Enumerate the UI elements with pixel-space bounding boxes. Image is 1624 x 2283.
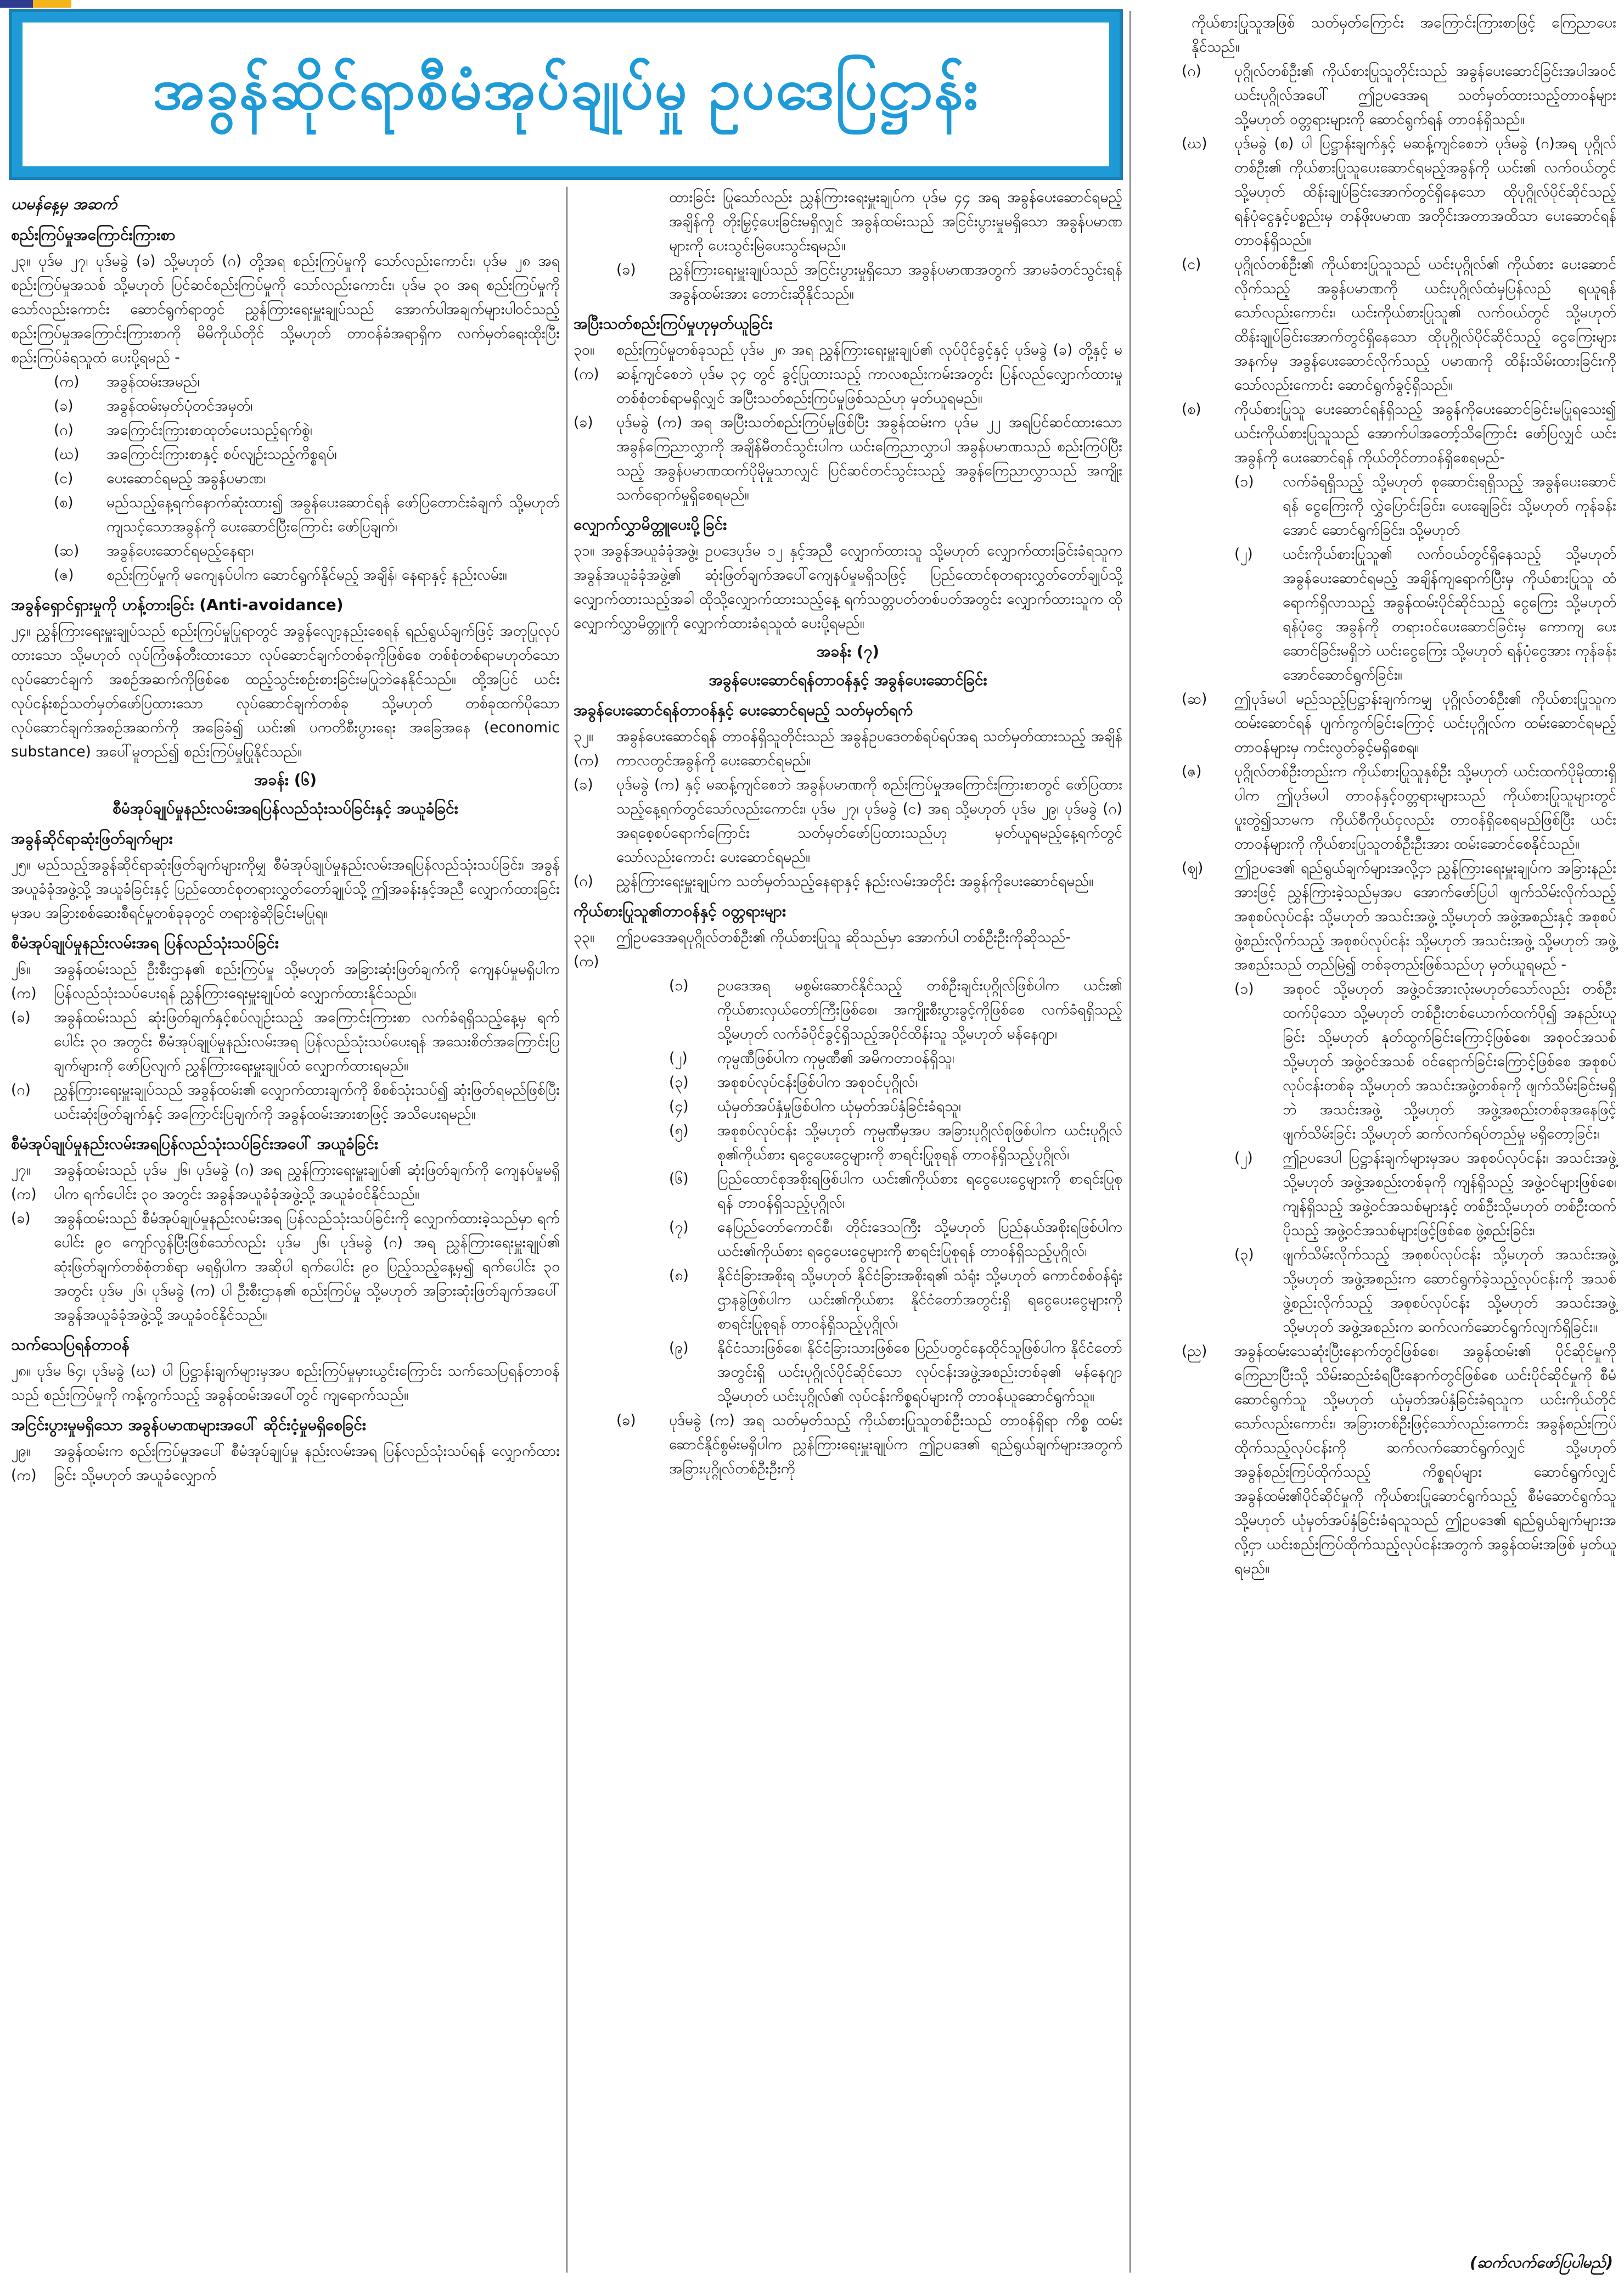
list-item	[574, 773, 1122, 870]
list-item	[574, 1095, 1122, 1119]
list-29b	[574, 258, 1122, 306]
item-number: ၃၂။ (က)	[574, 728, 599, 769]
chapter-title: အခွန်ပေးဆောင်ရန်တာဝန်နှင့် အခွန်ပေးဆောင်ခြင်း	[709, 671, 987, 689]
list-item	[1139, 59, 1616, 132]
item-number: (ခ)	[11, 1009, 31, 1026]
title-banner	[9, 9, 1123, 180]
list-item	[574, 725, 1122, 773]
item-text: အကြောင်းကြားစာနှင့် စပ်လျဉ်းသည့်ကိစ္စရပ်၊	[106, 446, 337, 463]
list-item	[11, 1158, 560, 1207]
list-item	[1139, 687, 1616, 760]
item-text: ညွှန်ကြားရေးမှူးချုပ်က သတ်မှတ်သည့်နေရာနှင့် နည်းလမ်းအတိုင်း အခွန်ကိုပေးဆောင်ရမည်။	[616, 873, 1093, 890]
item-number: (င)	[54, 470, 74, 487]
list-item	[574, 411, 1122, 507]
page-title: အခွန်ဆိုင်ရာစီမံအုပ်ချုပ်မှု ဥပဒေပြဋ္ဌာန်း	[153, 55, 979, 122]
list-item	[574, 258, 1122, 306]
list-item	[11, 1078, 560, 1126]
item-text: ပုဒ်မခွဲ (စ) ပါ ပြဋ္ဌာန်းချက်နှင့် မဆန့်ကျင်စေဘဲ ပုဒ်မခွဲ (ဂ)အရ ပုဂ္ဂိုလ်တစ်ဦး၏ ကိုယ်စားပြုသူပေးဆောင်ရမည့်အခွန်ကို ယင်း၏ လက်ဝယ်တွင် သို့မဟုတ် ထိန်းချုပ်ခြင်းအောက်တွင်ရှိနေသော ထိုပုဂ္ဂိုလ်ပိုင်ဆိုင်သည့် ရန်ပုံငွေနှင့်ပစ္စည်းမှ တန်ဖိုးပမာဏ အတိုင်းအတာအထိသာ ပေးဆောင်ရန်တာဝန်ရှိသည်။	[1234, 135, 1616, 249]
item-number: (၁)	[1234, 473, 1254, 490]
list-item	[11, 394, 560, 418]
item-text: အခွန်ထမ်းမှတ်ပုံတင်အမှတ်၊	[106, 397, 253, 414]
paragraph-31: ၃၁။ အခွန်အယူခံခုံအဖွဲ့၊ ဥပဒေပုဒ်မ ၁၂ နှင့်အညီ လျှောက်ထားသူ သို့မဟုတ် လျှောက်ထားခြင်းခံရသူက အခွန်အယူခံခုံအဖွဲ့၏ ဆုံးဖြတ်ချက်အပေါ်ကျေနပ်မှုမရှိသဖြင့် ပြည်ထောင်စုတရားလွှတ်တော်ချုပ်သို့ လျှောက်ထားသည့်အခါ ထိုသို့လျှောက်ထားသည့်နေ့ ရက်သတ္တပတ်တစ်ပတ်အတွင်း လျှောက်ထားသူက ထိုလျှောက်လွှာမိတ္တူကို လျှောက်ထားခံရသူထံ ပေးပို့ရမည်။	[574, 542, 1122, 632]
section-heading: စီမံအုပ်ချုပ်မှုနည်းလမ်းအရပြန်လည်သုံးသပ်ခြင်းအပေါ် အယူခံခြင်း	[11, 1135, 379, 1153]
list-item	[11, 1006, 560, 1078]
section-heading: စီမံအုပ်ချုပ်မှုနည်းလမ်းအရ ပြန်လည်သုံးသပ်ခြင်း	[11, 934, 279, 952]
section-heading: လျှောက်လွှာမိတ္တူပေးပို့ခြင်း	[574, 515, 727, 534]
item-text: နေပြည်တော်ကောင်စီ၊ တိုင်းဒေသကြီး သို့မဟုတ် ပြည်နယ်အစိုးရဖြစ်ပါက ယင်း၏ကိုယ်စား ရငွေပေးငွေများကို စာရင်းပြုစုရန် တာဝန်ရှိသည့်ပုဂ္ဂိုလ်၊	[717, 1219, 1122, 1260]
item-text: ဖျက်သိမ်းလိုက်သည့် အစုစပ်လုပ်ငန်း သို့မဟုတ် အသင်းအဖွဲ့ သို့မဟုတ် အဖွဲ့အစည်းက ဆောင်ရွက်ခဲ့သည့်လုပ်ငန်းကို အသစ်ဖွဲ့စည်းလိုက်သည့် အစုစပ်လုပ်ငန်း သို့မဟုတ် အသင်းအဖွဲ့ သို့မဟုတ် အဖွဲ့အစည်းက ဆက်လက်ဆောင်ရွက်လျက်ရှိခြင်း။	[1283, 1246, 1616, 1336]
list-item	[574, 1264, 1122, 1336]
item-text: ပုဂ္ဂိုလ်တစ်ဦး၏ ကိုယ်စားပြုသူတိုင်းသည် အခွန်ပေးဆောင်ခြင်းအပါအဝင် ယင်းပုဂ္ဂိုလ်အပေါ် ဤဥပဒေအရ သတ်မှတ်ထားသည့်တာဝန်များ သို့မဟုတ် ဝတ္တရားများကို ဆောင်ရွက်ရန် တာဝန်ရှိသည်။	[1234, 63, 1616, 128]
item-number: (၉)	[669, 1339, 689, 1356]
paragraph-23: ၂၃။ ပုဒ်မ ၂၇၊ ပုဒ်မခွဲ (ခ) သို့မဟုတ် (ဂ) တို့အရ စည်းကြပ်မှုကို သော်လည်းကောင်း၊ ပုဒ်မ ၂၈ အရ စည်းကြပ်မှုအသစ် သို့မဟုတ် ပြင်ဆင်စည်းကြပ်မှုကို သော်လည်းကောင်း၊ ပုဒ်မ ၃၀ အရ စည်းကြပ်မှုကိုသော်လည်းကောင်း ဆောင်ရွက်ရာတွင် ညွှန်ကြားရေးမှူးချုပ်သည် အောက်ပါအချက်များပါဝင်သည့် စည်းကြပ်မှုအကြောင်းကြားစာကို မိမိကိုယ်တိုင် သို့မဟုတ် တာဝန်ခံအရာရှိက လက်မှတ်ရေးထိုးပြီး စည်းကြပ်ခံရသူထံ ပေးပို့ရမည် -	[11, 253, 560, 366]
list-item	[11, 467, 560, 491]
section-heading: အပြီးသတ်စည်းကြပ်မှုဟုမှတ်ယူခြင်း	[574, 315, 773, 333]
section-heading: အခွန်ပေးဆောင်ရန်တာဝန်နှင့် ပေးဆောင်ရမည့် သတ်မှတ်ရက်	[574, 701, 913, 719]
list-32	[574, 725, 1122, 894]
list-item	[1139, 856, 1616, 977]
item-text: ယင်းကိုယ်စားပြုသူ၏ လက်ဝယ်တွင်ရှိနေသည့် သို့မဟုတ် အခွန်ပေးဆောင်ရမည့် အချိန်ကျရောက်ပြီးမှ ကိုယ်စားပြုသူ ထံရောက်ရှိလာသည့် အခွန်ထမ်းပိုင်ဆိုင်သည့် ငွေကြေး သို့မဟုတ် ရန်ပုံငွေ အခွန်ကို တရားဝင်ပေးဆောင်ခြင်းမှ ကောကျ ပေးဆောင်ခြင်းမရှိဘဲ ယင်းငွေကြေး သို့မဟုတ် ရန်ပုံငွေအား ကုန်ခန်းအောင်ဆောင်ရွက်ခြင်း။	[1283, 546, 1616, 683]
column-divider	[1130, 11, 1131, 2273]
item-text: ဤပုဒ်မပါ မည်သည့်ပြဋ္ဌာန်းချက်ကမျှ ပုဂ္ဂိုလ်တစ်ဦး၏ ကိုယ်စားပြုသူက ထမ်းဆောင်ရန် ပျက်ကွက်ခြင်းကြောင့် ယင်းပုဂ္ဂိုလ်က ထမ်းဆောင်ရမည့် တာဝန်များမှ ကင်းလွတ်ခွင့်မရှိစေရ။	[1234, 691, 1616, 756]
item-number: ၂၇။ (က)	[11, 1162, 37, 1203]
item-text: ညွှန်ကြားရေးမှူးချုပ်သည် အခွန်ထမ်း၏ လျှောက်ထားချက်ကို စိစစ်သုံးသပ်၍ ဆုံးဖြတ်ရမည်ဖြစ်ပြီး ယင်းဆုံးဖြတ်ချက်နှင့် အကြောင်းပြချက်ကို အခွန်ထမ်းအားစာဖြင့် အသိပေးရမည်။	[54, 1081, 560, 1123]
list-item	[1139, 132, 1616, 253]
list-item	[11, 957, 560, 1006]
sublist-33	[574, 974, 1122, 1409]
item-text: ပုဒ်မခွဲ (က) အရ သတ်မှတ်သည့် ကိုယ်စားပြုသူတစ်ဦးသည် တာဝန်ရှိရာ ကိစ္စ ထမ်းဆောင်နိုင်စွမ်းမရှိပါက ညွှန်ကြားရေးမှူးချုပ်က ဤဥပဒေ၏ ရည်ရွယ်ချက်များအတွက် အခြားပုဂ္ဂိုလ်တစ်ဦးဦးကို	[669, 1412, 1122, 1477]
list-item	[574, 1070, 1122, 1095]
item-text: ပေးဆောင်ရမည့် အခွန်ပမာဏ၊	[106, 470, 266, 487]
list-item	[1139, 1243, 1616, 1339]
item-text: လက်ခံရရှိသည့် သို့မဟုတ် စုဆောင်းရရှိသည့် အခွန်ပေးဆောင်ရန် ငွေကြေးကို လွှဲပြောင်းခြင်း၊ ပေးချေခြင်း သို့မဟုတ် ကုန်ခန်းအောင် ဆောင်ရွက်ခြင်း၊ သို့မဟုတ်	[1283, 473, 1616, 539]
item-number: ၂၉။ (က)	[11, 1443, 37, 1484]
list-23	[11, 370, 560, 587]
list-item	[1139, 760, 1616, 856]
item-number: (၆)	[669, 1170, 689, 1187]
item-number: ၃၃။ (က)	[574, 929, 599, 970]
item-number: (၁)	[1234, 980, 1254, 997]
item-number: (ဂ)	[54, 422, 74, 439]
list-item	[11, 1439, 560, 1488]
item-text: ကုမ္ပဏီဖြစ်ပါက ကုမ္ပဏီ၏ အမိကတာဝန်ရှိသူ၊	[717, 1050, 954, 1067]
item-number: ၂၆။ (က)	[11, 961, 37, 1002]
list-item	[1139, 1339, 1616, 1581]
item-number: (၃)	[669, 1074, 689, 1091]
item-number: (၂)	[1234, 546, 1253, 563]
item-text: ဥပဒေအရ မစွမ်းဆောင်နိုင်သည့် တစ်ဦးချင်းပုဂ္ဂိုလ်ဖြစ်ပါက ယင်း၏ ကိုယ်စားလှယ်တော်ကြီးဖြစ်စေ၊ အကျိုးစီးပွားခွင့်ကိုဖြစ်စေ လက်ခံရရှိသည့် သို့မဟုတ် လက်ခံပိုင်ခွင့်ရှိသည့်အပိုင်ထိန်းသူ သို့မဟုတ် မန်နေဂျာ၊	[717, 977, 1122, 1042]
list-item	[1139, 1146, 1616, 1243]
item-text: ပုဒ်မခွဲ (က) နှင့် မဆန့်ကျင်စေဘဲ အခွန်ပမာဏကို စည်းကြပ်မှုအကြောင်းကြားစာတွင် ဖော်ပြထားသည့်နေ့ရက်တွင်သော်လည်းကောင်း၊ ပုဒ်မ ၂၇၊ ပုဒ်မခွဲ (င) အရ သို့မဟုတ် ပုဒ်မ ၂၉၊ ပုဒ်မခွဲ (ဂ) အရစေ့စပ်ရောက်ကြောင်း သတ်မှတ်ဖော်ပြထားသည်ဟု မှတ်ယူရမည့်နေ့ရက်တွင်သော်လည်းကောင်း ပေးဆောင်ရမည်။	[616, 776, 1122, 866]
paragraph-28: ၂၈။ ပုဒ်မ ၆၄၊ ပုဒ်မခွဲ (ဃ) ပါ ပြဋ္ဌာန်းချက်များမှအပ စည်းကြပ်မှုမှားယွင်းကြောင်း သက်သေပြရန်တာဝန်သည် စည်းကြပ်မှုကို ကန့်ကွက်သည့် အခွန်ထမ်းအပေါ်တွင် ကျရောက်သည်။	[11, 1362, 560, 1404]
chapter-number: အခန်း (၆)	[254, 771, 317, 789]
list-item	[1139, 977, 1616, 1146]
item-number: (ခ)	[574, 776, 593, 793]
item-number: (ဈ)	[1182, 860, 1204, 877]
item-text: စည်းကြပ်မှုတစ်ခုသည် ပုဒ်မ ၂၈ အရ ညွှန်ကြားရေးမှူးချုပ်၏ လုပ်ပိုင်ခွင့်နှင့် ပုဒ်မခွဲ (ခ) တို့နှင့် မဆန့်ကျင်စေဘဲ ပုဒ်မ ၃၄ တွင် ခွင့်ပြုထားသည့် ကာလစည်းကမ်းအတွင်း ပြန်လည်လျှောက်ထားမှုတစ်စုံတစ်ရာမရှိလျှင် အပြီးသတ်စည်းကြပ်မှုဖြစ်သည်ဟု မှတ်ယူရမည်။	[616, 341, 1122, 407]
item-number: (ဃ)	[54, 446, 80, 463]
item-text: အစုစပ်လုပ်ငန်းဖြစ်ပါက အစုဝင်ပုဂ္ဂိုလ်၊	[717, 1074, 918, 1091]
item-text: ပုဂ္ဂိုလ်တစ်ဦးတည်းက ကိုယ်စားပြုသူနှစ်ဦး သို့မဟုတ် ယင်းထက်ပိုမိုထားရှိပါက ဤပုဒ်မပါ တာဝန်နှင့်ဝတ္တရားများသည် ကိုယ်စားပြုသူများတွင် ပူးတွဲ၍သာမက ကိုယ်စီကိုယ်ငှလည်း တာဝန်ရှိစေရမည်ဖြစ်ပြီး ယင်းတာဝန်များကို ကိုယ်စားပြုသူတစ်ဦးဦးအား ထမ်းဆောင်စေနိုင်သည်။	[1234, 763, 1616, 852]
list-item	[1139, 397, 1616, 470]
item-number: (၁)	[669, 977, 689, 994]
item-number: (ဆ)	[54, 542, 80, 559]
item-number: (၂)	[669, 1050, 688, 1067]
item-text: အစုဝင် သို့မဟုတ် အဖွဲ့ဝင်အားလုံးမဟုတ်သော်လည်း တစ်ဦးထက်ပိုသော သို့မဟုတ် တစ်ဦးတစ်ယောက်ထက်ပို၍ အနည်းယူခြင်း သို့မဟုတ် နုတ်ထွက်ခြင်းကြောင့်ဖြစ်စေ၊ အစုဝင်အသစ် သို့မဟုတ် အဖွဲ့ဝင်အသစ် ဝင်ရောက်ခြင်းကြောင့်ဖြစ်စေ အစုစပ်လုပ်ငန်းတစ်ခု သို့မဟုတ် အသင်းအဖွဲ့တစ်ခုကို ဖျက်သိမ်းခြင်းမရှိဘဲ အသင်းအဖွဲ့ သို့မဟုတ် အဖွဲ့အစည်းတစ်ခုအနေဖြင့် ဖျက်သိမ်းခြင်း သို့မဟုတ် ဆက်လက်ရပ်တည်မှု မရှိတော့ခြင်း၊	[1283, 980, 1616, 1142]
list-26	[11, 957, 560, 1126]
item-number: (ခ)	[54, 397, 74, 414]
item-text: အခွန်ပေးဆောင်ရမည့်နေရာ၊	[106, 542, 254, 559]
item-text: ကိုယ်စားပြုသူ ပေးဆောင်ရန်ရှိသည့် အခွန်ကိုပေးဆောင်ခြင်းမပြုရသေး၍ ယင်းကိုယ်စားပြုသူသည် အောက်ပါအတော့်သိကြောင်း ဖော်ပြလျှင် ယင်းအခွန်ကို ပေးဆောင်ရန် ကိုယ်တိုင်တာဝန်ရှိစေရမည်-	[1234, 401, 1616, 466]
list-item	[574, 925, 1122, 974]
list-item	[11, 539, 560, 563]
list-33c	[1139, 59, 1616, 470]
list-item	[11, 491, 560, 539]
list-30	[574, 338, 1122, 507]
list-27	[11, 1158, 560, 1327]
item-number: (၃)	[1234, 1246, 1254, 1263]
item-number: (၄)	[669, 1098, 689, 1115]
column-3	[1139, 11, 1616, 1581]
item-text: အခွန်ထမ်းက စည်းကြပ်မှုအပေါ် စီမံအုပ်ချုပ်မှု နည်းလမ်းအရ ပြန်လည်သုံးသပ်ရန် လျှောက်ထားခြင်း သို့မဟုတ် အယူခံလျှောက်	[54, 1443, 560, 1484]
byline: ယမန်နေ့မှ အဆက်	[11, 195, 117, 213]
item-number: (ဂ)	[1182, 63, 1201, 80]
item-text: အစုစပ်လုပ်ငန်း သို့မဟုတ် ကုမ္ပဏီမှအပ အခြားပုဂ္ဂိုလ်စုဖြစ်ပါက ယင်းပုဂ္ဂိုလ်စု၏ကိုယ်စား ရငွေပေးငွေများကို စာရင်းပြုစုရန် တာဝန်ရှိသည့်ပုဂ္ဂိုလ်၊	[717, 1122, 1122, 1163]
chapter-number: အခန်း (၇)	[816, 642, 880, 660]
item-number: (ခ)	[11, 1210, 31, 1227]
item-number: (ဂ)	[11, 1081, 31, 1098]
strip-yellow	[33, 0, 71, 8]
section-heading: အခွန်ဆိုင်ရာဆုံးဖြတ်ချက်များ	[11, 829, 173, 848]
list-item	[574, 1215, 1122, 1264]
list-item	[11, 1207, 560, 1327]
list-item	[574, 1167, 1122, 1215]
item-text: ဤဥပဒေ၏ ရည်ရွယ်ချက်များအလို့ငှာ ညွှန်ကြားရေးမှူးချုပ်က အခြားနည်းအားဖြင့် ညွှန်ကြားခဲ့သည်မှအပ အောက်ဖော်ပြပါ ဖျက်သိမ်းလိုက်သည့် အစုစပ်လုပ်ငန်း သို့မဟုတ် အသင်းအဖွဲ့ သို့မဟုတ် အဖွဲ့အစည်းနှင့် အစုစပ်ဖွဲ့စည်းလိုက်သည့် အစုစပ်လုပ်ငန်း သို့မဟုတ် အသင်းအဖွဲ့ သို့မဟုတ် အဖွဲ့အစည်းသည် တည်မြဲ၍ တစ်ခုတည်းဖြစ်သည်ဟု မှတ်ယူရမည် -	[1234, 860, 1616, 973]
item-text: အခွန်ထမ်းသည် ဆုံးဖြတ်ချက်နှင့်စပ်လျဉ်းသည့် အကြောင်းကြားစာ လက်ခံရရှိသည့်နေ့မှ ရက်ပေါင်း ၃၀ အတွင်း စီမံအုပ်ချုပ်မှုနည်းလမ်းအရ ပြန်လည်သုံးသပ်ပေးရန် အသေးစိတ်အကြောင်းပြချက်များကို ဖော်ပြလျက် ညွှန်ကြားရေးမှူးချုပ်ထံ လျှောက်ထားရမည်။	[54, 1009, 560, 1074]
item-text: ပုဂ္ဂိုလ်တစ်ဦး၏ ကိုယ်စားပြုသူသည် ယင်းပုဂ္ဂိုလ်၏ ကိုယ်စား ပေးဆောင်လိုက်သည့် အခွန်ပမာဏကို ယင်းပုဂ္ဂိုလ်ထံမှပြန်လည် ရယူရန်သော်လည်းကောင်း၊ ယင်းကိုယ်စားပြုသူ၏ လက်ဝယ်တွင် သို့မဟုတ် ထိန်းချုပ်ခြင်းအောက်တွင်ရှိနေသော ထိုပုဂ္ဂိုလ်ပိုင်ဆိုင်သည့် ငွေကြေးများအနက်မှ အခွန်ပေးဆောင်လိုက်သည့် ပမာဏကို ထိန်းသိမ်းထားခြင်းကိုသော်လည်းကောင်း ဆောင်ရွက်ခွင့်ရှိသည်။	[1234, 256, 1616, 394]
continued-note: (ဆက်လက်ဖော်ပြပါမည်)	[1470, 2253, 1613, 2271]
list-item	[574, 1046, 1122, 1070]
column-divider	[566, 187, 567, 2273]
list-item	[574, 870, 1122, 894]
item-number: (၈)	[669, 1267, 689, 1284]
item-text: အခွန်ထမ်းအမည်၊	[106, 373, 200, 390]
item-number: (ဃ)	[1182, 135, 1207, 152]
item-number: (ခ)	[574, 414, 593, 431]
strip-blue	[0, 0, 33, 8]
item-number: (ဆ)	[1182, 691, 1207, 708]
list-item	[574, 338, 1122, 411]
item-number: (ဇ)	[1182, 763, 1202, 780]
item-number: (ဇ)	[54, 566, 74, 584]
item-text: နိုင်ငံခြားအစိုးရ သို့မဟုတ် နိုင်ငံခြားအစိုးရ၏ သံရုံး သို့မဟုတ် ကောင်စစ်ဝန်ရုံးဌာနခွဲဖြစ်ပါက ယင်း၏ကိုယ်စား နိုင်ငံတော်အတွင်းရှိ ရငွေပေးငွေများကို စာရင်းပြုစုရန် တာဝန်ရှိသည့်ပုဂ္ဂိုလ်၊	[717, 1267, 1122, 1332]
chapter-title: စီမံအုပ်ချုပ်မှုနည်းလမ်းအရပြန်လည်သုံးသပ်ခြင်းနှင့် အယူခံခြင်း	[113, 799, 458, 817]
paragraph-24: ၂၄။ ညွှန်ကြားရေးမှူးချုပ်သည် စည်းကြပ်မှုပြုရာတွင် အခွန်လျော့နည်းစေရန် ရည်ရွယ်ချက်ဖြင့် အတုပြုလုပ်ထားသော သို့မဟုတ် လုပ်ကြံဖန်တီးထားသော လုပ်ဆောင်ချက်တစ်ခုကိုဖြစ်စေ တစ်စုံတစ်ရာမဟုတ်သော လုပ်ဆောင်ချက် အစဉ်အဆက်ကိုဖြစ်စေ ထည့်သွင်းစဉ်းစားခြင်းမပြုဘဲနေနိုင်သည်။ ထို့အပြင် ယင်းလုပ်ငန်းစဉ်သတ်မှတ်ဖော်ပြထားသော လုပ်ဆောင်ချက်တစ်ခု သို့မဟုတ် တစ်ခုထက်ပိုသော လုပ်ဆောင်ချက်အစဉ်အဆက်ကို အခြေခံ၍ ယင်း၏ ပကတိစီးပွားရေး အခြေအနေ (economic substance) အပေါ်မူတည်၍ စည်းကြပ်မှုပြုနိုင်သည်။	[11, 622, 560, 760]
paragraph-29-continued: ထားခြင်း ပြုသော်လည်း ညွှန်ကြားရေးမှူးချုပ်က ပုဒ်မ ၄၄ အရ အခွန်ပေးဆောင်ရမည့်အချိန်ကို တိုးမြှင့်ပေးခြင်းမရှိလျှင် အခွန်ထမ်းသည် အငြင်းပွားမှုမရှိသော အခွန်ပမာဏများကို ပေးသွင်းမြဲပေးသွင်းရမည်။	[669, 189, 1122, 254]
item-text: မည်သည့်နေ့ရက်နောက်ဆုံးထား၍ အခွန်ပေးဆောင်ရန် ဖော်ပြတောင်းခံချက် သို့မဟုတ် ကျသင့်သောအခွန်ကို ပေးဆောင်ပြီးကြောင်း ဖော်ပြချက်၊	[106, 494, 560, 535]
item-text: အခွန်ထမ်းသည် ဦးစီးဌာန၏ စည်းကြပ်မှု သို့မဟုတ် အခြားဆုံးဖြတ်ချက်ကို ကျေနပ်မှုမရှိပါက ပြန်လည်သုံးသပ်ပေးရန် ညွှန်ကြားရေးမှူးချုပ်ထံ လျှောက်ထားနိုင်သည်။	[54, 961, 560, 1002]
top-color-strip	[0, 0, 1624, 8]
sublist-33d	[1139, 977, 1616, 1339]
section-heading: သက်သေပြရန်တာဝန်	[11, 1336, 130, 1354]
list-33d	[1139, 687, 1616, 977]
item-number: (စ)	[54, 494, 74, 511]
list-33b	[574, 1409, 1122, 1481]
item-text: အကြောင်းကြားစာထုတ်ပေးသည့်ရက်စွဲ၊	[106, 422, 312, 439]
list-item	[1139, 542, 1616, 687]
item-text: အခွန်ထမ်းသည် ပုဒ်မ ၂၆၊ ပုဒ်မခွဲ (ဂ) အရ ညွှန်ကြားရေးမှူးချုပ်၏ ဆုံးဖြတ်ချက်ကို ကျေနပ်မှုမရှိပါက ရက်ပေါင်း ၃၀ အတွင်း အခွန်အယူခံခုံအဖွဲ့သို့ အယူခံဝင်နိုင်သည်။	[54, 1162, 560, 1203]
item-number: (င)	[1182, 256, 1201, 273]
paragraph-33-continued: ကိုယ်စားပြုသူအဖြစ် သတ်မှတ်ကြောင်း အကြောင်းကြားစာဖြင့် ကြေညာပေးနိုင်သည်။	[1192, 14, 1616, 55]
list-item	[11, 442, 560, 467]
item-number: (ခ)	[616, 261, 636, 278]
item-number: ၃၀။ (က)	[574, 341, 599, 383]
title-banner-inner	[23, 23, 1109, 166]
list-item	[1139, 470, 1616, 542]
item-number: (ခ)	[616, 1412, 636, 1429]
list-item	[574, 1336, 1122, 1409]
item-number: (၂)	[1234, 1149, 1253, 1166]
paragraph-25: ၂၅။ မည်သည့်အခွန်ဆိုင်ရာဆုံးဖြတ်ချက်များကိုမျှ စီမံအုပ်ချုပ်မှုနည်းလမ်းအရပြန်လည်သုံးသပ်ခြင်း၊ အခွန်အယူခံခုံအဖွဲ့သို့ အယူခံခြင်းနှင့် ပြည်ထောင်စုတရားလွှတ်တော်ချုပ်သို့ ဤအခန်းနှင့်အညီ လျှောက်ထားခြင်းမှအပ အခြားစစ်ဆေးစီရင်မှုတစ်ခုခုတွင် တရားစွဲဆိုခြင်းမပြုရ။	[11, 856, 560, 922]
section-heading: စည်းကြပ်မှုအကြောင်းကြားစာ	[11, 226, 176, 244]
list-33e	[1139, 1339, 1616, 1581]
list-item	[574, 974, 1122, 1046]
sublist-33c	[1139, 470, 1616, 687]
list-33	[574, 925, 1122, 974]
item-text: ပုဒ်မခွဲ (က) အရ အပြီးသတ်စည်းကြပ်မှုဖြစ်ပြီး အခွန်ထမ်းက ပုဒ်မ ၂၂ အရပြင်ဆင်ထားသော အခွန်ကြေညာလွှာကို အချိန်မီတင်သွင်းပါက ယင်းကြေညာလွှာပါ အခွန်ပမာဏသည် စည်းကြပ်ပြီးသည့် အခွန်ပမာဏထက်ပိုမိုမှုသာလျှင် ပြင်ဆင်တင်သွင်းသည့် အခွန်ကြေညာလွှာသည် အကျိုးသက်ရောက်မှုရှိစေရမည်။	[616, 414, 1122, 503]
item-text: ပြည်ထောင်စုအစိုးရဖြစ်ပါက ယင်း၏ကိုယ်စား ရငွေပေးငွေများကို စာရင်းပြုစုရန် တာဝန်ရှိသည့်ပုဂ္ဂိုလ်၊	[717, 1170, 1122, 1211]
item-number: (က)	[54, 373, 80, 390]
column-2	[574, 186, 1122, 1481]
section-heading: အငြင်းပွားမှုမရှိသော အခွန်ပမာဏများအပေါ် ဆိုင်းငံ့မှုမရှိစေခြင်း	[11, 1416, 366, 1434]
section-heading: အခွန်ရှောင်ရှားမှုကို ဟန့်တားခြင်း (Anti-avoidance)	[11, 596, 344, 614]
item-text: ဤဥပဒေအရပုဂ္ဂိုလ်တစ်ဦး၏ ကိုယ်စားပြုသူ ဆိုသည်မှာ အောက်ပါ တစ်ဦးဦးကိုဆိုသည်-	[616, 929, 1071, 946]
column-1	[11, 187, 560, 1488]
item-number: (၇)	[669, 1219, 689, 1236]
list-item	[11, 370, 560, 394]
list-item	[574, 1119, 1122, 1167]
list-item	[11, 418, 560, 442]
item-number: (၅)	[669, 1122, 689, 1139]
item-text: အခွန်ထမ်းသေဆုံးပြီးနောက်တွင်ဖြစ်စေ၊ အခွန်ထမ်း၏ ပိုင်ဆိုင်မှုကို ကြေညာပြီးသို့ သိမ်းဆည်းခံရပြီးနောက်တွင်ဖြစ်စေ ယင်းပိုင်ဆိုင်မှုကို စီမံဆောင်ရွက်သူ သို့မဟုတ် ယုံမှတ်အပ်နှံခြင်းခံရသူက ယင်းကိုယ်တိုင်သော်လည်းကောင်း၊ အခြားတစ်ဦးဖြင့်သော်လည်းကောင်း အခွန်စည်းကြပ်ထိုက်သည့်လုပ်ငန်းကို ဆက်လက်ဆောင်ရွက်လျှင် သို့မဟုတ် အခွန်စည်းကြပ်ထိုက်သည့် ကိစ္စရပ်များ ဆောင်ရွက်လျှင် အခွန်ထမ်း၏ပိုင်ဆိုင်မှုကို ကိုယ်စားပြုဆောင်ရွက်သည့် စီမံဆောင်ရွက်သူ သို့မဟုတ် ယုံမှတ်အပ်နှံခြင်းခံရသူသည် ဤဥပဒေ၏ ရည်ရွယ်ချက်များအလို့ငှာ ယင်းစည်းကြပ်ထိုက်သည့်လုပ်ငန်းအတွက် အခွန်ထမ်းအဖြစ် မှတ်ယူရမည်။	[1234, 1343, 1616, 1577]
item-text: ဤဥပဒေပါ ပြဋ္ဌာန်းချက်များမှအပ အစုစပ်လုပ်ငန်း၊ အသင်းအဖွဲ့ သို့မဟုတ် အဖွဲ့အစည်းတစ်ခုကို ကျန်ရှိသည့် အဖွဲ့ဝင်များဖြစ်စေ၊ ကျန်ရှိသည့် အဖွဲ့ဝင်အသစ်များနှင့် တစ်ဦးသို့မဟုတ် တစ်ဦးထက်ပိုသည့် အဖွဲ့ဝင်အသစ်များဖြင့်ဖြစ်စေ ဖွဲ့စည်းခြင်း၊	[1283, 1149, 1616, 1239]
item-text: စည်းကြပ်မှုကို မကျေနပ်ပါက ဆောင်ရွက်နိုင်မည့် အချိန်၊ နေရာနှင့် နည်းလမ်း။	[106, 566, 507, 584]
item-text: အခွန်ပေးဆောင်ရန် တာဝန်ရှိသူတိုင်းသည် အခွန်ဥပဒေတစ်ရပ်ရပ်အရ သတ်မှတ်ထားသည့် အချိန်ကာလတွင်အခွန်ကို ပေးဆောင်ရမည်။	[616, 728, 1122, 769]
item-number: (ည)	[1182, 1343, 1207, 1360]
section-heading: ကိုယ်စားပြုသူ၏တာဝန်နှင့် ဝတ္တရားများ	[574, 902, 786, 920]
item-text: ယုံမှတ်အပ်နှံမှုဖြစ်ပါက ယုံမှတ်အပ်နှံခြင်းခံရသူ၊	[717, 1098, 961, 1115]
list-item	[574, 1409, 1122, 1481]
item-text: နိုင်ငံသားဖြစ်စေ၊ နိုင်ငံခြားသားဖြစ်စေ ပြည်ပတွင်နေထိုင်သူဖြစ်ပါက နိုင်ငံတော်အတွင်းရှိ ယင်းပုဂ္ဂိုလ်ပိုင်ဆိုင်သော လုပ်ငန်းအဖွဲ့အစည်းတစ်ခု၏ မန်နေဂျာ သို့မဟုတ် ယင်းပုဂ္ဂိုလ်၏ လုပ်ငန်းကိစ္စရပ်များကို တာဝန်ယူဆောင်ရွက်သူ။	[717, 1339, 1122, 1405]
list-item	[11, 563, 560, 587]
item-number: (ဂ)	[574, 873, 593, 890]
item-text: အခွန်ထမ်းသည် စီမံအုပ်ချုပ်မှုနည်းလမ်းအရ ပြန်လည်သုံးသပ်ခြင်းကို လျှောက်ထားခဲ့သည်မှာ ရက်ပေါင်း ၉၀ ကျော်လွန်ပြီးဖြစ်သော်လည်း ပုဒ်မ ၂၆၊ ပုဒ်မခွဲ (ဂ) အရ ညွှန်ကြားရေးမှူးချုပ်၏ ဆုံးဖြတ်ချက်တစ်စုံတစ်ရာ မရရှိပါက အဆိုပါ ရက်ပေါင်း ၉၀ ပြည့်သည့်နေ့မှ၍ ရက်ပေါင်း ၃၀ အတွင်း ပုဒ်မ ၂၆၊ ပုဒ်မခွဲ (က) ပါ ဦးစီးဌာန၏ စည်းကြပ်မှု သို့မဟုတ် အခြားဆုံးဖြတ်ချက်အပေါ် အခွန်အယူခံခုံအဖွဲ့သို့ အယူခံဝင်နိုင်သည်။	[54, 1210, 560, 1323]
item-number: (စ)	[1182, 401, 1201, 418]
list-29	[11, 1439, 560, 1488]
item-text: ညွှန်ကြားရေးမှူးချုပ်သည် အငြင်းပွားမှုရှိသော အခွန်ပမာဏအတွက် အာမခံတင်သွင်းရန် အခွန်ထမ်းအား တောင်းဆိုနိုင်သည်။	[669, 261, 1122, 302]
list-item	[1139, 253, 1616, 397]
